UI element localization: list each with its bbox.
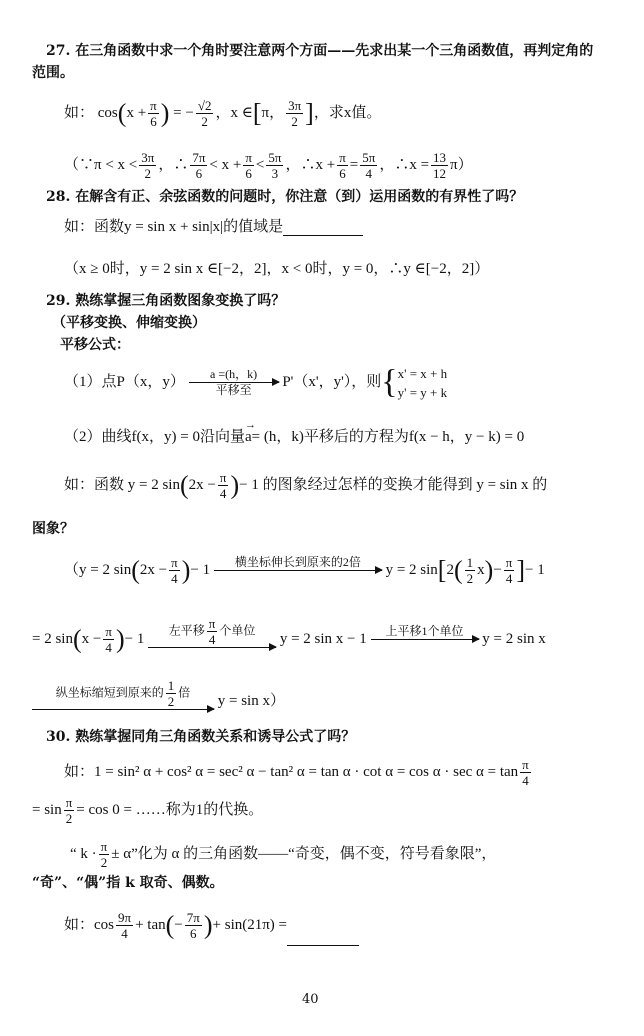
s29-transform-3 bbox=[32, 678, 285, 725]
math-fragment: 横坐标伸长到原来的2倍 bbox=[234, 555, 361, 570]
math-fragment: 6 bbox=[190, 926, 197, 942]
math-fragment bbox=[116, 910, 133, 941]
math-fragment: 5π bbox=[268, 150, 282, 166]
math-fragment: π bbox=[105, 624, 112, 639]
shrink-arrow bbox=[32, 678, 214, 725]
math-fragment: − bbox=[174, 917, 183, 933]
math-fragment bbox=[371, 639, 479, 640]
shift-left-arrow bbox=[148, 616, 276, 663]
math-fragment: 4 bbox=[171, 571, 178, 587]
math-fragment: ] bbox=[516, 555, 526, 585]
math-fragment: y = 2 sin bbox=[385, 562, 438, 578]
math-fragment: （∵π < x < bbox=[64, 157, 138, 173]
s29-heading: 29. 熟练掌握三角函数图象变换了吗？ bbox=[46, 293, 286, 309]
math-fragment: 5π bbox=[362, 150, 376, 166]
math-fragment: + tan bbox=[135, 917, 166, 933]
s27-frac-3pi2 bbox=[286, 98, 303, 129]
math-fragment bbox=[99, 839, 110, 870]
math-fragment: π bbox=[171, 555, 178, 571]
math-fragment: = 2 sin bbox=[32, 630, 73, 647]
math-fragment: 6 bbox=[339, 166, 346, 182]
math-fragment: 2 bbox=[201, 114, 208, 130]
math-fragment: 2 bbox=[291, 114, 298, 130]
math-fragment: P'（x'，y'），则 bbox=[282, 374, 382, 390]
math-fragment: 平移至 bbox=[215, 383, 252, 398]
translate-arrow bbox=[189, 367, 279, 398]
math-fragment: 13 bbox=[433, 150, 447, 166]
math-fragment: π bbox=[245, 150, 252, 166]
math-fragment: ( bbox=[131, 555, 140, 585]
math-fragment: + sin(21π) = bbox=[212, 917, 288, 933]
math-fragment: ) bbox=[203, 910, 213, 940]
s30-line1 bbox=[64, 754, 533, 790]
math-fragment bbox=[520, 757, 531, 788]
math-fragment: ( bbox=[117, 98, 127, 128]
math-fragment: 如：1 = sin² α + cos² α = sec² α − tan² α = tan α · cot α = cos α · sec α = tan bbox=[64, 764, 519, 780]
math-fragment bbox=[214, 570, 382, 571]
math-fragment: 倍 bbox=[178, 685, 191, 700]
math-fragment: π bbox=[100, 839, 108, 855]
math-fragment: y = 2 sin x bbox=[482, 630, 546, 647]
s29-formula-2 bbox=[64, 428, 524, 446]
math-fragment: − 1 bbox=[525, 562, 545, 578]
math-fragment: 7π bbox=[192, 150, 206, 166]
math-fragment: 2 bbox=[100, 855, 108, 871]
math-fragment bbox=[360, 150, 377, 181]
math-fragment: 4 bbox=[522, 773, 529, 789]
math-fragment: 2 bbox=[466, 571, 474, 587]
math-fragment bbox=[371, 640, 479, 655]
math-fragment: “ k · bbox=[70, 846, 97, 862]
math-fragment: < bbox=[255, 157, 265, 173]
math-fragment bbox=[32, 710, 214, 725]
s27-in: ，x ∈ bbox=[215, 105, 253, 121]
math-fragment bbox=[431, 150, 448, 181]
s27-heading-cont: 范围。 bbox=[32, 65, 74, 81]
math-fragment: 4 bbox=[505, 571, 513, 587]
math-fragment: 3π bbox=[141, 150, 155, 166]
s28-solution: （x ≥ 0时，y = 2 sin x ∈[−2，2]，x < 0时，y = 0，∴y ∈[−2，2]） bbox=[64, 261, 490, 277]
math-fragment bbox=[148, 648, 276, 663]
math-fragment: 纵坐标缩短到原来的 bbox=[55, 685, 164, 700]
math-fragment: 2 bbox=[144, 166, 152, 182]
s27-frac-pi6 bbox=[148, 98, 159, 129]
math-fragment bbox=[465, 555, 476, 586]
math-fragment: ( bbox=[179, 470, 189, 500]
math-fragment: ] bbox=[305, 98, 314, 128]
s29-transform-2 bbox=[32, 616, 546, 663]
math-fragment: 如：函数 y = 2 sin bbox=[64, 477, 180, 493]
s27-cos: cos bbox=[97, 105, 118, 121]
s27-heading: 27. 在三角函数中求一个角时要注意两个方面——先求出某一个三角函数值，再判定角的 bbox=[46, 43, 594, 59]
math-fragment bbox=[190, 150, 207, 181]
math-fragment: x − bbox=[81, 630, 102, 647]
math-fragment: 上平移1个单位 bbox=[385, 624, 464, 638]
math-fragment: ) bbox=[230, 470, 240, 500]
s28-example bbox=[64, 218, 363, 236]
s30-line2 bbox=[32, 792, 263, 828]
math-fragment bbox=[169, 555, 180, 586]
s29-formula-title: 平移公式： bbox=[60, 337, 130, 353]
math-fragment: = bbox=[349, 157, 359, 173]
s30-example bbox=[64, 904, 359, 946]
math-fragment: = cos 0 = ……称为1的代换。 bbox=[76, 802, 264, 818]
math-fragment: 12 bbox=[433, 166, 447, 182]
s27-eq: = − bbox=[173, 105, 194, 121]
math-fragment: 7π bbox=[186, 910, 200, 926]
math-fragment: < x + bbox=[209, 157, 242, 173]
s27-frac-sqrt2 bbox=[196, 98, 214, 129]
math-fragment: − 1 的图象经过怎样的变换才能得到 y = sin x 的 bbox=[239, 477, 548, 493]
shift-up-arrow bbox=[371, 624, 479, 655]
math-fragment: 1 bbox=[466, 555, 474, 571]
math-fragment: 左平移 bbox=[168, 623, 205, 638]
math-fragment: 9π bbox=[118, 910, 132, 926]
math-fragment: = sin bbox=[32, 802, 62, 818]
math-fragment bbox=[218, 470, 229, 501]
s30-heading: 30. 熟练掌握同角三角函数关系和诱导公式了吗？ bbox=[46, 729, 356, 745]
math-fragment: 4 bbox=[365, 166, 373, 182]
answer-blank[interactable] bbox=[283, 221, 363, 236]
math-fragment: ) bbox=[181, 555, 191, 585]
math-fragment: 4 bbox=[121, 926, 128, 942]
math-fragment: （2）曲线f(x，y) = 0沿向量 bbox=[64, 429, 245, 445]
math-fragment: π bbox=[219, 470, 227, 486]
s28-example-text: 如：函数y = sin x + sin|x|的值域是 bbox=[64, 219, 284, 235]
s27-pi: π， bbox=[261, 105, 285, 121]
math-fragment: 个单位 bbox=[219, 623, 256, 638]
math-fragment: 如：cos bbox=[64, 917, 114, 933]
math-fragment: 6 bbox=[150, 114, 157, 130]
s29-formula-1 bbox=[64, 362, 447, 403]
math-fragment: [ bbox=[252, 98, 262, 128]
math-fragment: ，∴x = bbox=[379, 157, 430, 173]
math-fragment: [ bbox=[437, 555, 447, 585]
math-fragment: ) bbox=[115, 624, 125, 654]
s28-heading: 28. 在解含有正、余弦函数的问题时，你注意（到）运用函数的有界性了吗？ bbox=[46, 189, 524, 205]
math-fragment: = (h，k)平移后的方程为f(x − h，y − k) = 0 bbox=[251, 429, 525, 445]
math-fragment: ± α”化为 α 的三角函数——“奇变，偶不变，符号看象限”， bbox=[111, 846, 497, 862]
s27-example bbox=[64, 96, 381, 130]
math-fragment bbox=[243, 150, 254, 181]
s29-example-cont: 图象？ bbox=[32, 521, 74, 537]
math-fragment: 2x − bbox=[188, 477, 216, 493]
math-fragment bbox=[189, 382, 279, 383]
math-fragment: x' = x + h bbox=[397, 365, 448, 381]
math-fragment bbox=[64, 795, 75, 826]
math-fragment: ( bbox=[165, 910, 175, 940]
math-fragment: − 1 bbox=[190, 562, 211, 578]
math-fragment: π bbox=[208, 616, 216, 631]
s27-example-prefix: 如： bbox=[64, 105, 95, 121]
page-number: 40 bbox=[302, 992, 319, 1007]
math-fragment: 3 bbox=[271, 166, 279, 182]
math-fragment: y' = y + k bbox=[397, 384, 448, 400]
math-fragment bbox=[148, 647, 276, 648]
s29-transform-1 bbox=[64, 550, 545, 590]
stretch-arrow bbox=[214, 555, 382, 586]
math-fragment bbox=[185, 910, 202, 941]
math-fragment bbox=[103, 624, 114, 655]
math-fragment: − 1 bbox=[124, 630, 145, 647]
s30-line4: “奇”、“偶”指 k 取奇、偶数。 bbox=[32, 875, 224, 891]
math-fragment bbox=[166, 678, 177, 709]
math-fragment: 6 bbox=[245, 166, 252, 182]
math-fragment: √2 bbox=[197, 98, 212, 114]
math-fragment bbox=[207, 616, 218, 647]
math-fragment: a =(h，k) bbox=[210, 367, 258, 382]
math-fragment bbox=[139, 150, 156, 181]
math-fragment: ，∴ bbox=[158, 157, 189, 173]
math-fragment: y = 2 sin x − 1 bbox=[279, 630, 367, 647]
math-fragment bbox=[32, 709, 214, 710]
math-fragment: { bbox=[381, 363, 398, 401]
math-fragment: 1 bbox=[167, 678, 175, 693]
math-fragment: − bbox=[493, 562, 502, 578]
math-fragment: ( bbox=[453, 555, 463, 585]
math-fragment: π bbox=[150, 98, 157, 114]
math-fragment: x bbox=[477, 562, 485, 578]
math-fragment bbox=[32, 678, 214, 709]
s30-line3 bbox=[70, 836, 496, 872]
math-fragment: π bbox=[339, 150, 346, 166]
math-fragment bbox=[214, 571, 382, 586]
math-fragment bbox=[337, 150, 348, 181]
s27-solution bbox=[64, 148, 473, 182]
s29-sub: （平移变换、伸缩变换） bbox=[52, 315, 206, 331]
math-fragment bbox=[398, 364, 448, 402]
math-fragment: π） bbox=[450, 157, 473, 173]
math-fragment: ( bbox=[72, 624, 82, 654]
math-fragment: ，∴x + bbox=[285, 157, 336, 173]
math-fragment: 2 bbox=[65, 811, 73, 827]
math-fragment: 2 bbox=[167, 694, 175, 709]
s27-tail: ，求x值。 bbox=[313, 105, 382, 121]
math-fragment: ) bbox=[160, 98, 170, 128]
math-fragment: 2 bbox=[446, 562, 454, 578]
s29-example bbox=[64, 466, 547, 504]
math-fragment: （y = 2 sin bbox=[64, 562, 132, 578]
math-fragment: y = sin x） bbox=[217, 692, 285, 709]
math-fragment: 3π bbox=[288, 98, 302, 114]
math-fragment bbox=[148, 616, 276, 647]
math-fragment: 2x − bbox=[139, 562, 168, 578]
math-fragment: ) bbox=[484, 555, 494, 585]
math-fragment bbox=[266, 150, 283, 181]
math-fragment: π bbox=[522, 757, 529, 773]
math-fragment: → a bbox=[245, 428, 252, 446]
math-fragment: 4 bbox=[105, 640, 112, 655]
math-fragment: （1）点P（x，y） bbox=[64, 374, 185, 390]
math-fragment: π bbox=[65, 795, 73, 811]
math-fragment: 4 bbox=[219, 486, 227, 502]
s27-inner: x + bbox=[126, 105, 147, 121]
math-fragment: π bbox=[505, 555, 513, 571]
math-fragment: 4 bbox=[208, 632, 216, 647]
math-fragment bbox=[504, 555, 515, 586]
answer-blank-2[interactable] bbox=[287, 931, 359, 946]
math-fragment: 6 bbox=[195, 166, 203, 182]
